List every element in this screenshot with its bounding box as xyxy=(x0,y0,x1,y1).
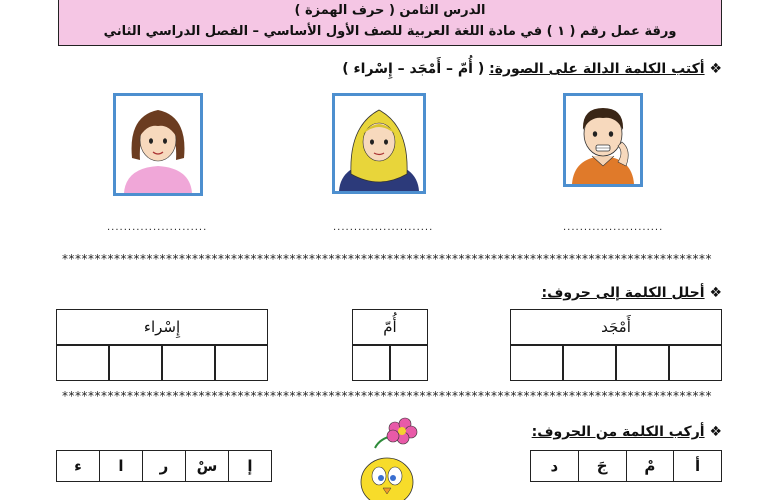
word-label: إِسْراء xyxy=(56,309,268,345)
mother-face-icon xyxy=(335,96,423,191)
letter-cell[interactable] xyxy=(390,345,428,381)
separator-line: **************************************************************************************************** xyxy=(62,391,712,401)
letter-tile: ء xyxy=(74,457,82,475)
letter-cell[interactable] xyxy=(616,345,669,381)
letter-tile: أ xyxy=(673,451,721,481)
diamond-bullet-icon: ❖ xyxy=(709,424,722,440)
boy-picture xyxy=(563,93,643,187)
analyze-word-amjad xyxy=(510,309,722,381)
q2-heading xyxy=(541,285,722,301)
letter-tile: مْ xyxy=(626,451,674,481)
letter-tile: ا xyxy=(99,451,142,481)
letter-cell[interactable] xyxy=(56,345,109,381)
letter-cell[interactable] xyxy=(352,345,390,381)
letter-cell[interactable] xyxy=(109,345,162,381)
boy-face-icon xyxy=(566,96,640,184)
q3-heading xyxy=(532,424,722,440)
letter-tile: د xyxy=(550,457,559,475)
q1-choices: ( أُمّ – أَمْجَد – إِسْراء ) xyxy=(342,61,485,77)
letter-cell[interactable] xyxy=(162,345,215,381)
letter-cell[interactable] xyxy=(563,345,616,381)
q1-prompt: أكتب الكلمة الدالة على الصورة: xyxy=(489,61,705,77)
letter-cell[interactable] xyxy=(510,345,563,381)
q1-heading xyxy=(342,61,722,77)
mother-picture xyxy=(332,93,426,194)
letter-tile: ر xyxy=(142,451,185,481)
diamond-bullet-icon: ❖ xyxy=(709,61,722,77)
letter-set-right xyxy=(530,450,722,482)
q2-prompt: أحلل الكلمة إلى حروف: xyxy=(541,285,705,301)
word-label: أَمْجَد xyxy=(510,309,722,345)
letter-cell[interactable] xyxy=(669,345,722,381)
bird-flower-icon xyxy=(345,408,445,500)
analyze-word-umm xyxy=(352,309,428,381)
answer-blank-mother[interactable]: ........................ xyxy=(333,222,434,233)
word-label: أُمّ xyxy=(352,309,428,345)
girl-face-icon xyxy=(116,96,200,193)
letter-cell[interactable] xyxy=(215,345,268,381)
letter-tile: إ xyxy=(228,451,271,481)
separator-line: **************************************************************************************************** xyxy=(62,254,712,264)
analyze-word-israa xyxy=(56,309,268,381)
worksheet-subtitle: ورقة عمل رقم ( ١ ) في مادة اللغة العربية للصف الأول الأساسي – الفصل الدراسي الثاني xyxy=(103,24,677,39)
girl-picture xyxy=(113,93,203,196)
letter-set-left xyxy=(56,450,272,482)
diamond-bullet-icon: ❖ xyxy=(709,285,722,301)
letter-tile: سْ xyxy=(185,451,228,481)
answer-blank-girl[interactable]: ........................ xyxy=(107,222,208,233)
lesson-title: الدرس الثامن ( حرف الهمزة ) xyxy=(294,3,486,18)
letter-tile: جَ xyxy=(578,451,626,481)
q3-prompt: أركب الكلمة من الحروف: xyxy=(531,424,705,440)
worksheet-header xyxy=(58,0,722,46)
cartoon-bird-picture xyxy=(345,408,445,500)
answer-blank-boy[interactable]: ........................ xyxy=(563,222,664,233)
